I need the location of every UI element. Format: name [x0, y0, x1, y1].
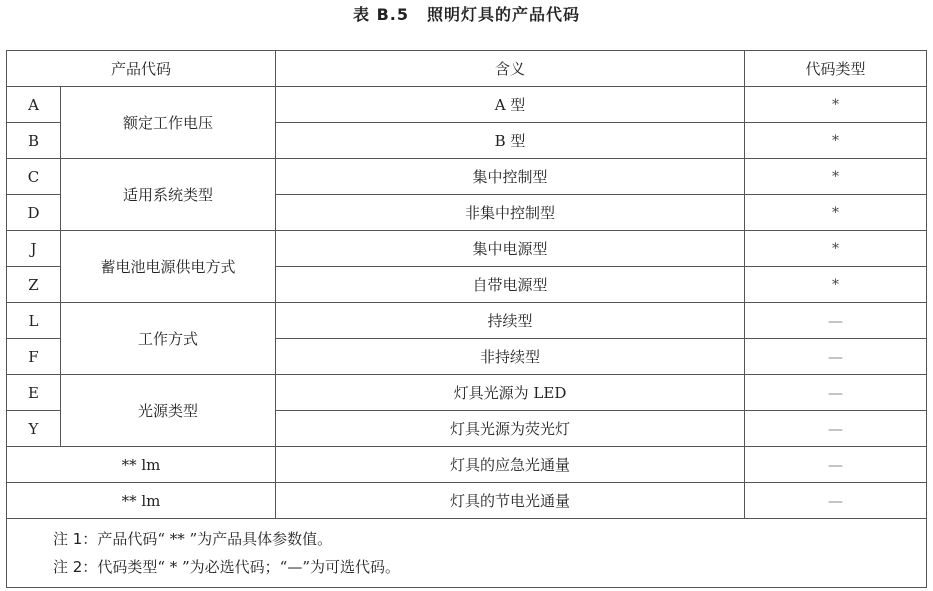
type-cell: — — [745, 411, 927, 447]
product-code-table — [6, 50, 927, 588]
type-cell: — — [745, 447, 927, 483]
meaning-cell: 灯具光源为 LED — [276, 375, 745, 411]
meaning-cell: 自带电源型 — [276, 267, 745, 303]
code-cell: E — [7, 375, 61, 411]
group-name-cell: 适用系统类型 — [61, 159, 276, 231]
meaning-cell: 灯具的应急光通量 — [276, 447, 745, 483]
type-cell: * — [745, 195, 927, 231]
notes-row — [7, 519, 927, 588]
table-row — [7, 303, 927, 339]
type-cell: — — [745, 375, 927, 411]
group-name-cell: 工作方式 — [61, 303, 276, 375]
group-name-cell: 蓄电池电源供电方式 — [61, 231, 276, 303]
type-cell: — — [745, 483, 927, 519]
meaning-cell: A 型 — [276, 87, 745, 123]
type-cell: * — [745, 123, 927, 159]
note-label: 注 2： — [53, 558, 98, 576]
header-meaning: 含义 — [276, 51, 745, 87]
note-label: 注 1： — [53, 530, 98, 548]
code-cell: C — [7, 159, 61, 195]
code-cell: A — [7, 87, 61, 123]
meaning-cell: B 型 — [276, 123, 745, 159]
table-row — [7, 87, 927, 123]
code-cell: ** lm — [7, 483, 276, 519]
meaning-cell: 灯具光源为荧光灯 — [276, 411, 745, 447]
type-cell: * — [745, 159, 927, 195]
group-name-cell: 额定工作电压 — [61, 87, 276, 159]
code-cell: ** lm — [7, 447, 276, 483]
table-row — [7, 483, 927, 519]
type-cell: * — [745, 231, 927, 267]
table-title: 照明灯具的产品代码 — [426, 5, 580, 24]
table-row — [7, 231, 927, 267]
meaning-cell: 灯具的节电光通量 — [276, 483, 745, 519]
code-cell: L — [7, 303, 61, 339]
meaning-cell: 持续型 — [276, 303, 745, 339]
table-row — [7, 159, 927, 195]
code-cell: F — [7, 339, 61, 375]
type-cell: * — [745, 87, 927, 123]
code-cell: Z — [7, 267, 61, 303]
type-cell: — — [745, 339, 927, 375]
header-code-type: 代码类型 — [745, 51, 927, 87]
table-number: 表 B.5 — [353, 5, 409, 24]
code-cell: D — [7, 195, 61, 231]
code-cell: Y — [7, 411, 61, 447]
note-text: 产品代码“ ** ”为产品具体参数值。 — [97, 530, 333, 548]
note-text: 代码类型“ * ”为必选代码；“—”为可选代码。 — [97, 558, 401, 576]
table-row — [7, 447, 927, 483]
meaning-cell: 集中电源型 — [276, 231, 745, 267]
note-1 — [53, 525, 926, 553]
type-cell: * — [745, 267, 927, 303]
code-cell: B — [7, 123, 61, 159]
table-caption — [0, 4, 933, 26]
meaning-cell: 集中控制型 — [276, 159, 745, 195]
header-row — [7, 51, 927, 87]
table-row — [7, 375, 927, 411]
group-name-cell: 光源类型 — [61, 375, 276, 447]
header-product-code: 产品代码 — [7, 51, 276, 87]
code-cell: J — [7, 231, 61, 267]
type-cell: — — [745, 303, 927, 339]
note-2 — [53, 553, 926, 581]
meaning-cell: 非集中控制型 — [276, 195, 745, 231]
notes-cell — [7, 519, 927, 588]
meaning-cell: 非持续型 — [276, 339, 745, 375]
